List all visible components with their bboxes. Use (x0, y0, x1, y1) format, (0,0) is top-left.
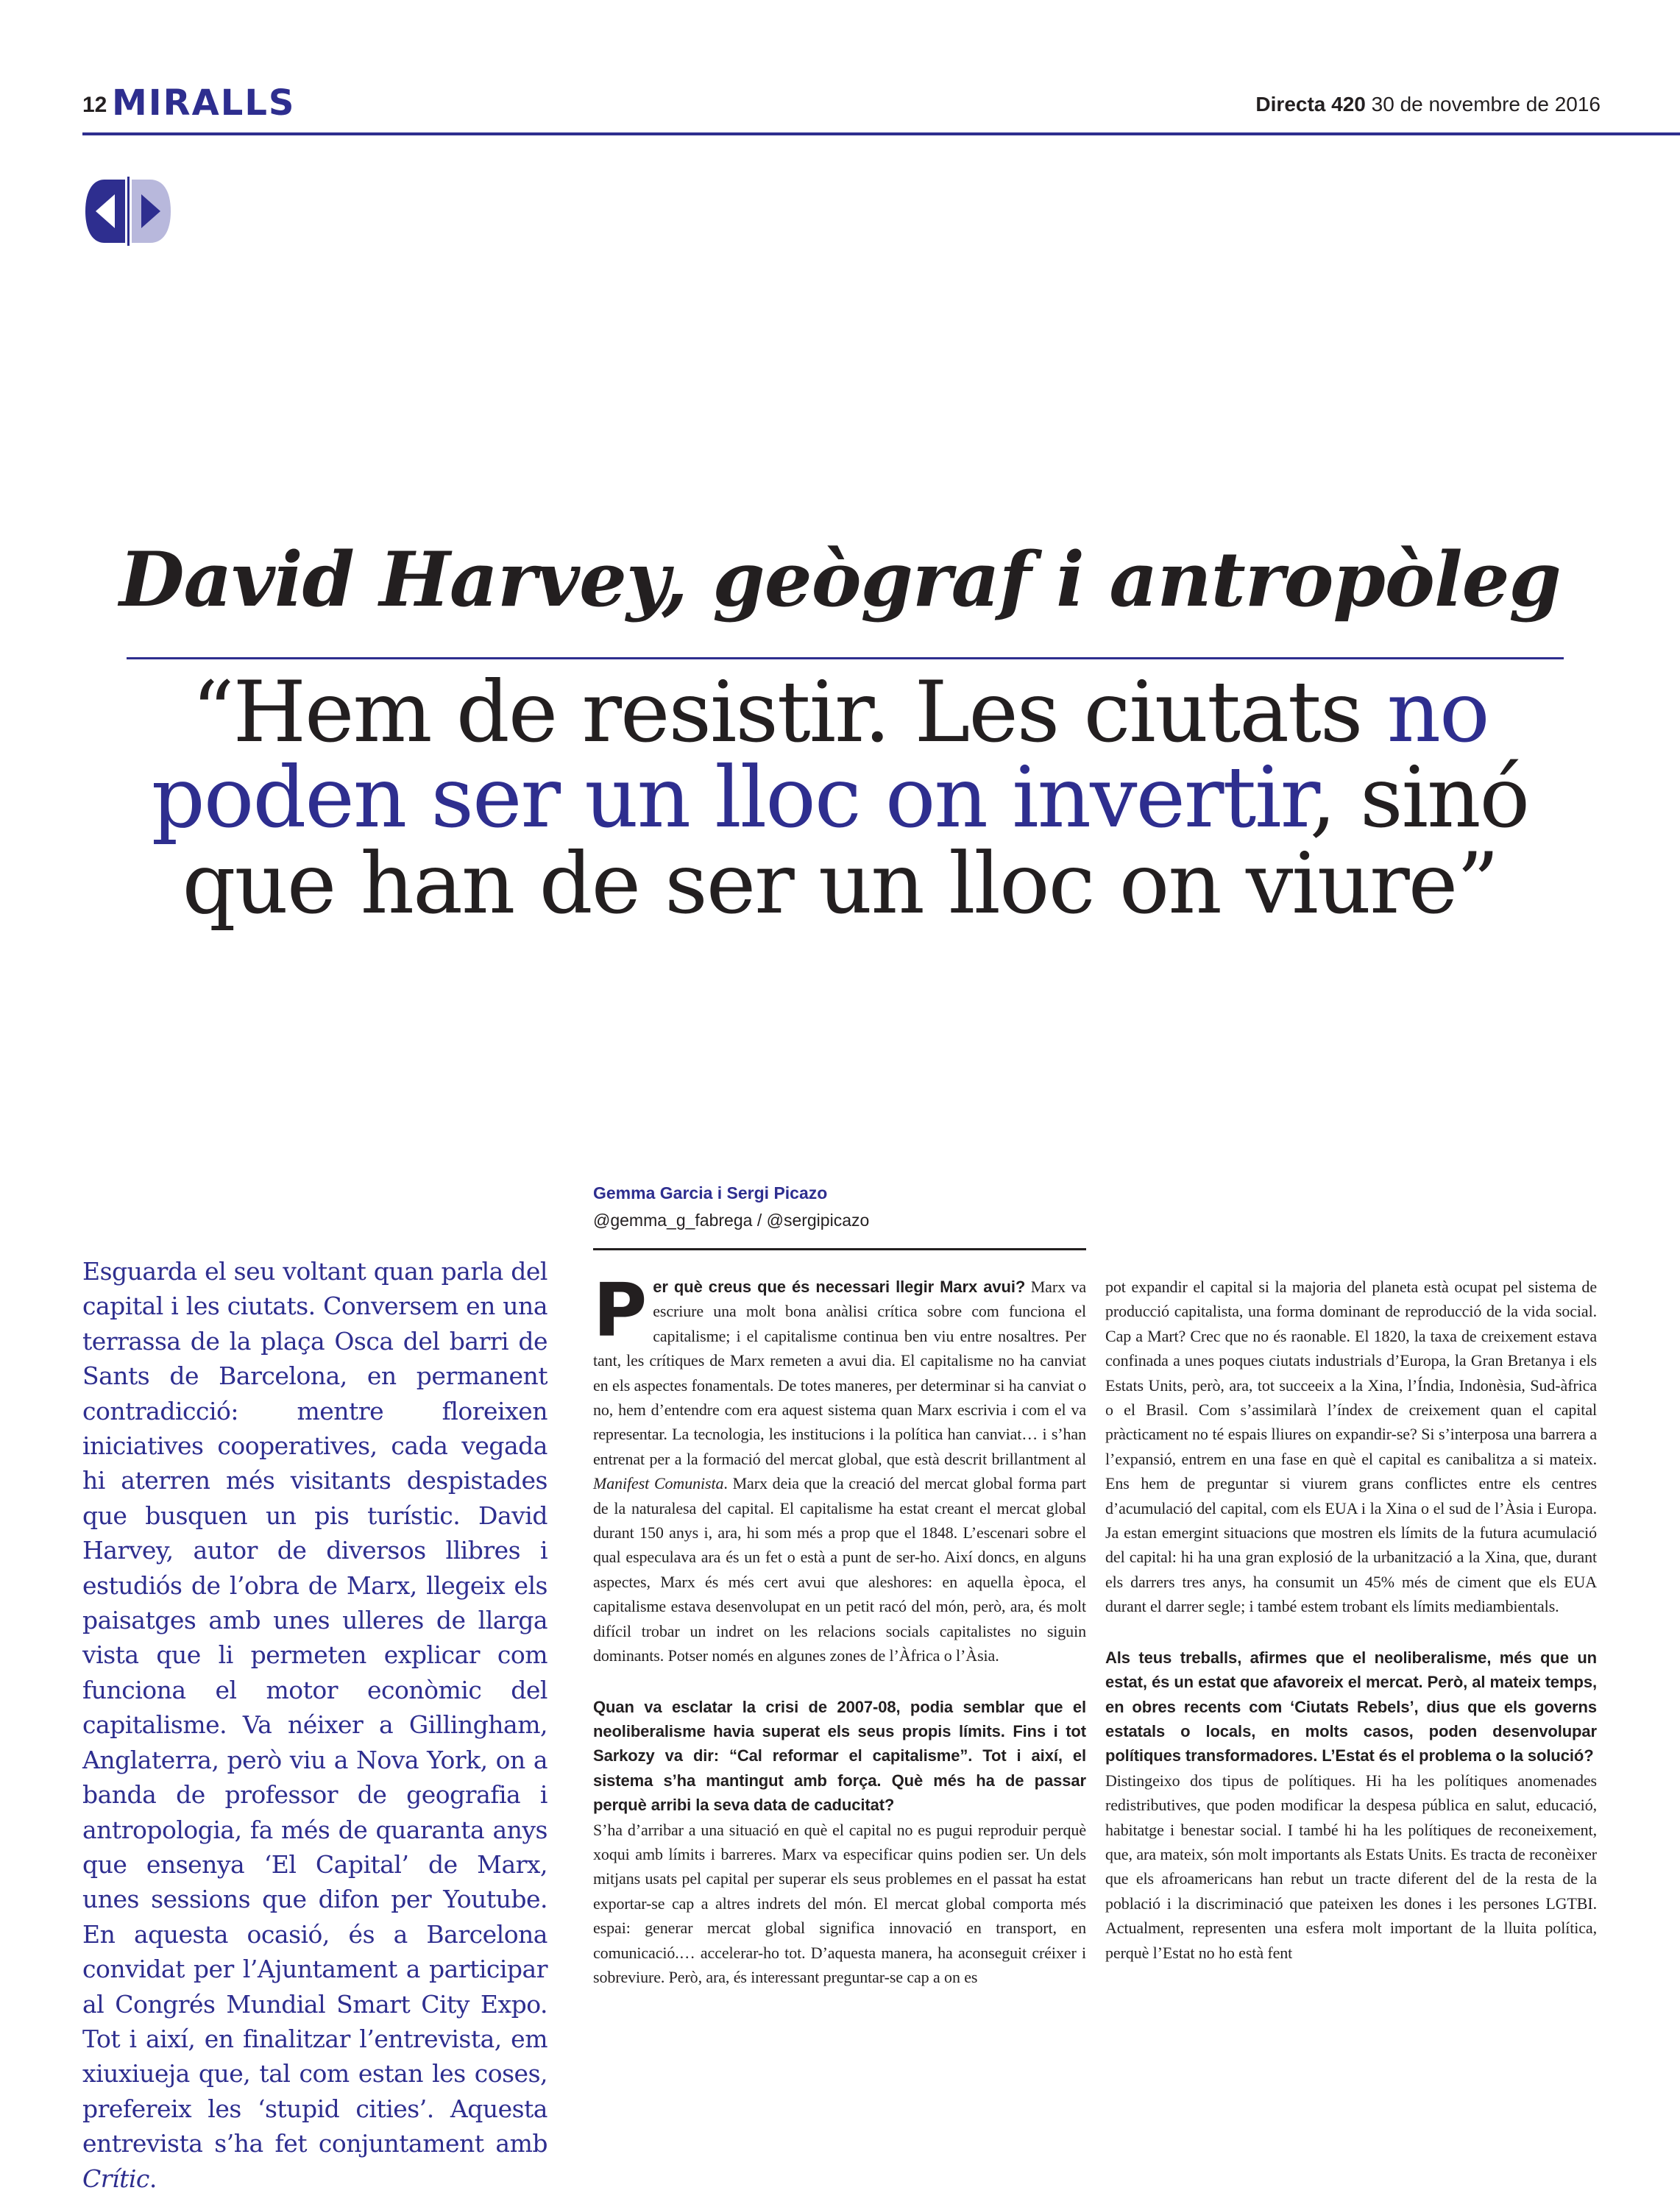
answer-1b: . Marx deia que la creació del mercat global forma part de la naturalesa del capital. El capitalisme ha estat creant el mercat global durant 150 anys i, ara, hi som més a prop que el 1848. L’escenari sobre el qual especulava ara és un fet o està a punt de ser-ho. Així doncs, en alguns aspectes, Marx és més cert avui que aleshores: en aquella època, el capitalisme estava desenvolupat en un petit racó del món, però, ara, és molt difícil trobar un indret on les relacions socials capitalistes no siguin dominants. Potser només en algunes zones de l’Àfrica o l’Àsia. (593, 1474, 1086, 1665)
byline-handles: @gemma_g_fabrega / @sergipicazo (593, 1211, 870, 1230)
question-3: Als teus treballs, afirmes que el neoliberalisme, més que un estat, és un estat que afavoreix el mercat. Però, al mateix temps, en obres recents com ‘Ciutats Rebels’, dius que els governs estatals o locals, en molts casos, poden desenvolupar polítiques transformadores. L’Estat és el problema o la solució? (1105, 1648, 1597, 1765)
headline-part1: “Hem de resistir. Les ciutats (191, 663, 1387, 761)
byline-rule (593, 1248, 1086, 1250)
directa-arrows-logo-icon (82, 177, 174, 246)
drop-cap: P (593, 1267, 648, 1353)
qa-1 (593, 1267, 1086, 1668)
publication-name: Directa 420 (1255, 93, 1366, 116)
answer-1a: Marx va escriure una molt bona anàlisi crítica sobre com funciona el capitalisme; i el capitalisme continua ben viu entre nosaltres. Per tant, les crítiques de Marx remeten a avui dia. El capitalisme no ha canviat en els aspectes fonamentals. De totes maneres, per determinar si ha canviat o no, hem d’entendre com era aquest sistema quan Marx escrivia i com el va representar. La tecnologia, les institucions i la política han canviat… i s’han entrenat per a la formació del mercat global, que està descrit brillantment al (593, 1278, 1086, 1468)
publication-date: 30 de novembre de 2016 (1371, 93, 1601, 116)
intro-period: . (149, 2164, 157, 2193)
intro-italic-source: Crític (82, 2164, 149, 2193)
publication-info (1255, 93, 1601, 116)
page-number: 12 (82, 93, 107, 117)
header-rule (82, 132, 1680, 135)
question-2: Quan va esclatar la crisi de 2007-08, podia semblar que el neoliberalisme havia superat els seus propis límits. Fins i tot Sarkozy va dir: “Cal reformar el capitalisme”. Tot i així, el sistema s’ha mantingut amb força. Què més ha de passar perquè arribi la seva data de caducitat? (593, 1697, 1086, 1815)
page-header (0, 0, 1680, 140)
kicker-title: David Harvey, geògraf i antropòleg (119, 536, 1561, 624)
interview-column-2 (1105, 1275, 1597, 1965)
answer-1-italic: Manifest Comunista (593, 1474, 724, 1493)
interview-column-1 (593, 1267, 1086, 1989)
headline (74, 663, 1606, 932)
title-rule (127, 657, 1564, 659)
answer-2-continued: pot expandir el capital si la majoria del planeta està ocupat pel sistema de producció capitalista, una forma dominant de reproducció de la vida social. Cap a Mart? Crec que no és raonable. El 1820, la taxa de creixement estava confinada a unes poques ciutats industrials d’Europa, la Gran Bretanya i els Estats Units, però, ara, tot succeeix a la Xina, l’Índia, Indonèsia, Sud-àfrica o el Brasil. Com s’assimilarà l’índex de creixement quan el capital pràcticament no té espais lliures on expandir-se? Si s’interposa una barrera a l’expansió, entrem en una fase en què el capital es canibalitza a si mateix. Ens hem de preguntar si viurem grans conflictes entre els centres d’acumulació del capital, com els EUA i la Xina o el sud de l’Àsia i Europa. Ja estan emergint situacions que mostren els límits de la futura acumulació del capital: hi ha una gran explosió de la urbanització a la Xina, que, durant els darrers tres anys, ha consumit un 45% més de ciment que els EUA durant el darrer segle; i també estem trobant els límits mediambientals. (1105, 1278, 1597, 1616)
intro-text (82, 1254, 547, 2196)
byline-authors: Gemma Garcia i Sergi Picazo (593, 1183, 828, 1203)
answer-2: S’ha d’arribar a una situació en què el capital no es pugui reproduir perquè xoqui amb límits i barreres. Marx va especificar quins podien ser. Un dels mitjans usats pel capital per superar els seus problemes en el passat ha estat exportar-se cap a altres indrets del món. El mercat global comporta més espai: generar mercat global significa innovació en transport, en comunicació.… accelerar-ho tot. D’aquesta manera, ha aconseguit créixer i sobreviure. Però, ara, és interessant preguntar-se cap a on es (593, 1820, 1086, 1986)
answer-3: Distingeixo dos tipus de polítiques. Hi ha les polítiques anomenades redistributives, que poden modificar la despesa pública en salut, educació, habitatge i benestar social. I també hi ha les polítiques de reconeixement, que, ara mateix, són molt importants als Estats Units. Es tracta de reconèixer que els afroamericans han rebut un tracte diferent del de la resta de la població i la discriminació que pateixen les dones i les persones LGTBI. Actualment, representen una esfera molt important de la lluita política, perquè l’Estat no ho està fent (1105, 1771, 1597, 1962)
byline (593, 1183, 1086, 1230)
headline-highlight: no poden ser un lloc on invertir (151, 663, 1489, 847)
question-1: er què creus que és necessari llegir Marx avui? (653, 1278, 1026, 1296)
section-title: MIRALLS (112, 82, 296, 124)
intro-body: Esguarda el seu voltant quan parla del capital i les ciutats. Conversem en una terrassa de la plaça Osca del barri de Sants de Barcelona, en permanent contradicció: mentre floreixen iniciatives cooperatives, cada vegada hi aterren més visitants despistades que busquen un pis turístic. David Harvey, autor de diversos llibres i estudiós de l’obra de Marx, llegeix els paisatges amb unes ulleres de llarga vista que li permeten explicar com funciona el motor econòmic del capitalisme. Va néixer a Gillingham, Anglaterra, però viu a Nova York, on a banda de professor de geografia i antropologia, fa més de quaranta anys que ensenya ‘El Capital’ de Marx, unes sessions que difon per Youtube. En aquesta ocasió, és a Barcelona convidat per l’Ajuntament a participar al Congrés Mundial Smart City Expo. Tot i així, en finalitzar l’entrevista, em xiuxiueja que, tal com estan les coses, prefereix les ‘stupid cities’. Aquesta entrevista s’ha fet conjuntament amb (82, 1257, 547, 2158)
headline-part2: , sinó que han de ser un lloc on viure” (182, 748, 1529, 932)
